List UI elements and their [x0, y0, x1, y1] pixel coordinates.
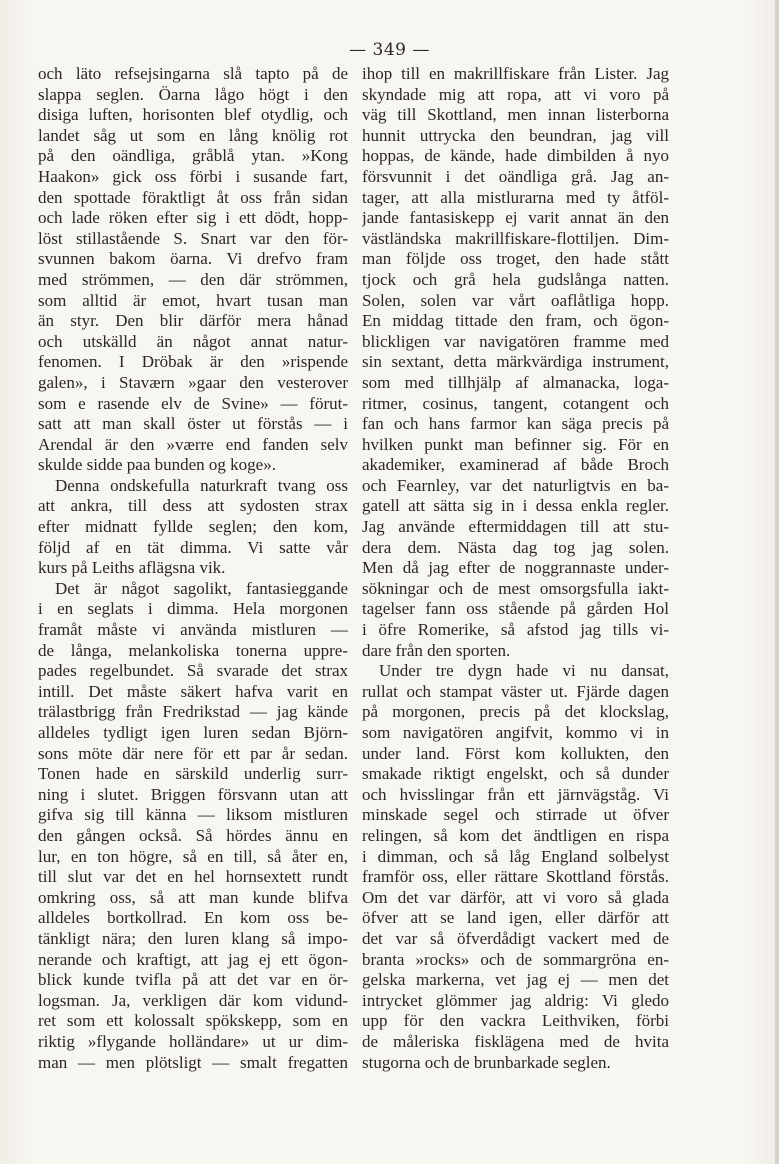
right-text-column [362, 64, 669, 1073]
text-line: disiga luften, horisonten blef otydlig, och [38, 105, 348, 125]
text-line: akademiker, examinerad af både Broch [362, 455, 669, 475]
text-line: sons möte där nere för ett par år sedan. [38, 743, 348, 763]
text-line: tänkligt nära; den luren klang så impo- [38, 928, 348, 948]
text-line: att ankra, till dess att sydosten strax [38, 496, 348, 516]
text-line: som med tillhjälp af almanacka, loga- [362, 372, 669, 392]
text-line: dare från den sporten. [362, 640, 511, 660]
text-line: ret som ett kolossalt spökskepp, som en [38, 1011, 348, 1031]
text-line: Men då jag efter de noggrannaste under- [362, 558, 669, 578]
text-line: gelska markerna, vet jag ej — men det [362, 970, 669, 990]
text-line: Solen, solen var vårt oaflåtliga hopp. [362, 290, 669, 310]
text-line: dera dem. Nästa dag tog jag solen. [362, 537, 669, 557]
text-line: galen», i Staværn »gaar den vesterover [38, 372, 348, 392]
text-line: ning i slutet. Briggen försvann utan att [38, 784, 348, 804]
text-line: försvunnit i det oändliga grå. Jag an- [362, 166, 669, 186]
text-line: som navigatören angifvit, kommo vi in [362, 723, 669, 742]
text-line: efter midnatt fyllde seglen; den kom, [38, 517, 348, 537]
text-line: pades regelbundet. Så svarade det strax [38, 661, 348, 681]
text-line: Om det var därför, att vi voro så glada [362, 887, 669, 907]
text-line: trälastbrigg från Fredrikstad — jag kände [38, 702, 348, 722]
text-line: och utskälld än något annat natur- [38, 331, 348, 351]
text-line: smakade riktigt engelskt, och så dunder [362, 764, 669, 784]
text-line: logsman. Ja, verkligen där kom vidund- [38, 990, 348, 1010]
text-line: Denna ondskefulla naturkraft tvang oss [55, 475, 348, 495]
text-line: kurs på Leiths aflägsna vik. [38, 558, 226, 578]
text-line: de måleriska fisklägena med de hvita [362, 1031, 669, 1051]
text-line: satt att man skall öster ut förstås — i [38, 414, 348, 434]
text-line: än styr. Den blir därför mera hånad [38, 311, 348, 331]
text-line: Det är något sagolikt, fantasieggande [55, 578, 348, 598]
text-line: tager, att alla mistlurarna med ty åtföl- [362, 187, 669, 207]
text-line: som alltid är emot, hvart tusan man [38, 290, 348, 310]
text-line: fan och hans farmor kan säga precis på [362, 414, 669, 434]
text-line: slappa seglen. Öarna lågo högt i den [38, 84, 348, 104]
text-line: och Fearnley, var det naturligtvis en ba- [362, 475, 669, 495]
text-line: i en seglats i dimma. Hela morgonen [38, 599, 348, 619]
page-number: — 349 — [349, 40, 430, 60]
text-line: den spottade föraktligt åt oss från sidan [38, 187, 348, 207]
text-line: blick kunde tvifla på att det var en ör- [38, 970, 348, 990]
text-line: man följde oss troget, den hade stått [362, 249, 669, 269]
text-line: intrycket glömmer jag aldrig: Vi gledo [362, 990, 669, 1010]
text-line: och läto refsejsingarna slå tapto på de [38, 64, 348, 83]
text-line: En middag tittade den fram, och ögon- [362, 311, 669, 331]
text-line: jande fantasiskepp ej varit annat än den [362, 208, 669, 228]
text-line: svunnen bakom öarna. Vi drefvo fram [38, 249, 348, 269]
text-line: riktig »flygande holländare» ut ur dim- [38, 1031, 348, 1051]
text-line: följd af en tät dimma. Vi satte vår [38, 537, 348, 557]
text-line: hunnit uttrycka den beundran, jag vill [362, 125, 669, 145]
text-line: Haakon» gick oss förbi i susande fart, [38, 166, 348, 186]
text-line: stugorna och de brunbarkade seglen. [362, 1052, 611, 1072]
text-line: på den oändliga, gråblå ytan. »Kong [38, 146, 348, 166]
text-line: det var så öfverdådigt vackert med de [362, 928, 669, 948]
text-line: med strömmen, — den där strömmen, [38, 269, 348, 289]
text-line: Arendal är den »værre end fanden selv [38, 434, 348, 454]
text-line: alldeles bortkollrad. En kom oss be- [38, 908, 348, 928]
text-line: landet såg ut som en lång knölig rot [38, 125, 348, 145]
text-line: västländska makrillfiskare-flottiljen. Dim- [362, 228, 669, 248]
text-line: ihop till en makrillfiskare från Lister. Jag [362, 64, 669, 83]
text-line: som e rasende elv de Svine» — förut- [38, 393, 348, 413]
text-line: upp för den vackra Leithviken, förbi [362, 1011, 669, 1031]
text-line: hvilken punkt man befinner sig. För en [362, 434, 669, 454]
text-line: de långa, melankoliska tonerna uppre- [38, 640, 348, 660]
text-line: öfver att se land igen, eller därför att [362, 908, 669, 928]
text-line: fenomen. I Dröbak är den »rispende [38, 352, 348, 372]
text-line: gifva sig till känna — liksom mistluren [38, 805, 348, 825]
text-line: Tonen hade en särskild underlig surr- [38, 764, 348, 784]
text-line: alldeles tydligt igen luren sedan Björn- [38, 723, 348, 742]
text-line: rullat och stampat väster ut. Fjärde dagen [362, 681, 669, 701]
text-line: framåt måste vi använda mistluren — [38, 620, 348, 640]
text-line: och hvisslingar från ett järnvägståg. Vi [362, 784, 669, 804]
text-line: och lade röken efter sig i ett dödt, hopp- [38, 208, 348, 228]
text-line: nerande och kraftigt, att jag ej ett ögon- [38, 949, 348, 969]
left-text-column [38, 64, 348, 1073]
text-line: hoppas, de kände, hade dimbilden å nyo [362, 146, 669, 166]
text-line: Jag använde eftermiddagen till att stu- [362, 517, 669, 537]
text-line: löst stillastående S. Snart var den för- [38, 228, 348, 248]
text-line: Under tre dygn hade vi nu dansat, [379, 661, 669, 681]
page-edge [775, 0, 779, 1164]
text-line: sin sextant, detta märkvärdiga instrument, [362, 352, 669, 372]
text-line: väg till Skottland, men innan listerborna [362, 105, 669, 125]
text-line: intill. Det måste säkert hafva varit en [38, 681, 348, 701]
text-line: tjock och grå hela gudslånga natten. [362, 269, 669, 289]
text-line: sökningar och de mest omsorgsfulla iakt- [362, 578, 669, 598]
text-line: skyndade mig att ropa, att vi voro på [362, 84, 669, 104]
text-line: under land. Först kom kollukten, den [362, 743, 669, 763]
text-line: tagelser fann oss stående på gården Hol [362, 599, 669, 619]
text-line: i öfre Romerike, så afstod jag tills vi- [362, 620, 669, 640]
text-line: skulde sidde paa bunden og koge». [38, 455, 276, 475]
text-line: minskade segel och stirrade ut öfver [362, 805, 669, 825]
text-line: den gången också. Så hördes ännu en [38, 825, 348, 845]
text-line: blickligen var navigatören framme med [362, 331, 669, 351]
text-line: gatell att sätta sig in i dessa enkla regler. [362, 496, 669, 516]
text-line: ritmer, cosinus, tangent, cotangent och [362, 393, 669, 413]
text-line: lur, en ton högre, så en till, så åter en, [38, 846, 348, 866]
text-line: framför oss, eller rättare Skottland förstås. [362, 867, 669, 887]
text-line: på morgonen, precis på det klockslag, [362, 702, 669, 722]
text-line: branta »rocks» och de sommargröna en- [362, 949, 669, 969]
text-line: relingen, så kom det ändtligen en rispa [362, 825, 669, 845]
text-line: till slut var det en hel hornsextett rundt [38, 867, 348, 887]
text-line: man — men plötsligt — smalt fregatten [38, 1052, 348, 1072]
text-line: i dimman, och så låg England solbelyst [362, 846, 669, 866]
text-line: omkring oss, så att man kunde blifva [38, 887, 348, 907]
